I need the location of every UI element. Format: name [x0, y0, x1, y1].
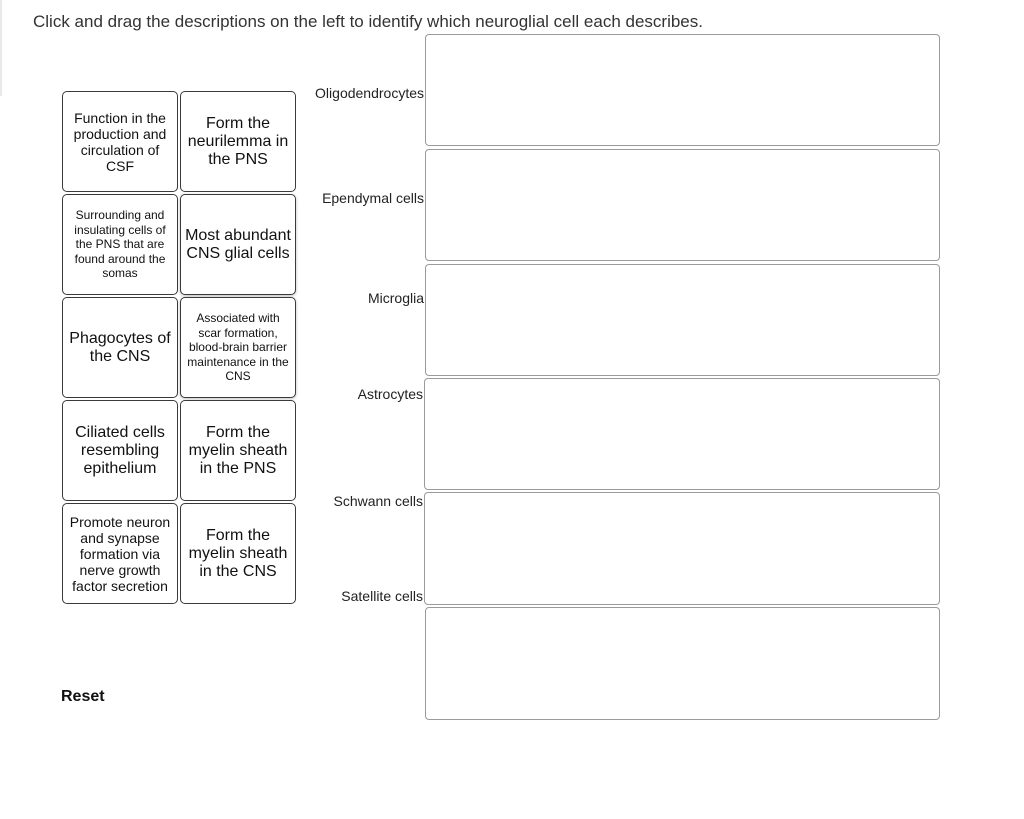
- category-label-oligodendrocytes: Oligodendrocytes: [315, 85, 424, 101]
- draggable-card-myelin-cns[interactable]: Form the myelin sheath in the CNS: [180, 503, 296, 604]
- instructions-text: Click and drag the descriptions on the left to identify which neuroglial cell each describes.: [33, 12, 703, 31]
- draggable-card-nerve-growth[interactable]: Promote neuron and synapse formation via nerve growth factor secretion: [62, 503, 178, 604]
- category-label-astrocytes: Astrocytes: [357, 386, 423, 402]
- reset-button[interactable]: Reset: [61, 688, 105, 705]
- draggable-card-csf[interactable]: Function in the production and circulation of CSF: [62, 91, 178, 192]
- drop-zone-oligodendrocytes[interactable]: [425, 34, 940, 146]
- drop-zone-astrocytes[interactable]: [424, 378, 940, 490]
- category-label-ependymal: Ependymal cells: [322, 190, 424, 206]
- draggable-card-surrounding-somas[interactable]: Surrounding and insulating cells of the PNS that are found around the somas: [62, 194, 178, 295]
- category-label-satellite: Satellite cells: [341, 588, 423, 604]
- draggable-card-myelin-pns[interactable]: Form the myelin sheath in the PNS: [180, 400, 296, 501]
- category-label-microglia: Microglia: [367, 290, 424, 306]
- draggable-card-neurilemma[interactable]: Form the neurilemma in the PNS: [180, 91, 296, 192]
- drop-zone-microglia[interactable]: [425, 264, 940, 376]
- left-edge-divider: [0, 0, 2, 96]
- draggable-card-most-abundant[interactable]: Most abundant CNS glial cells: [180, 194, 296, 295]
- draggable-card-phagocytes[interactable]: Phagocytes of the CNS: [62, 297, 178, 398]
- drop-zone-ependymal[interactable]: [425, 149, 940, 261]
- draggable-card-scar-formation[interactable]: Associated with scar formation, blood-brain barrier maintenance in the CNS: [180, 297, 296, 398]
- draggable-card-ciliated[interactable]: Ciliated cells resembling epithelium: [62, 400, 178, 501]
- drop-zone-schwann[interactable]: [424, 492, 940, 605]
- category-label-schwann: Schwann cells: [333, 493, 423, 509]
- drop-zone-satellite[interactable]: [425, 607, 940, 720]
